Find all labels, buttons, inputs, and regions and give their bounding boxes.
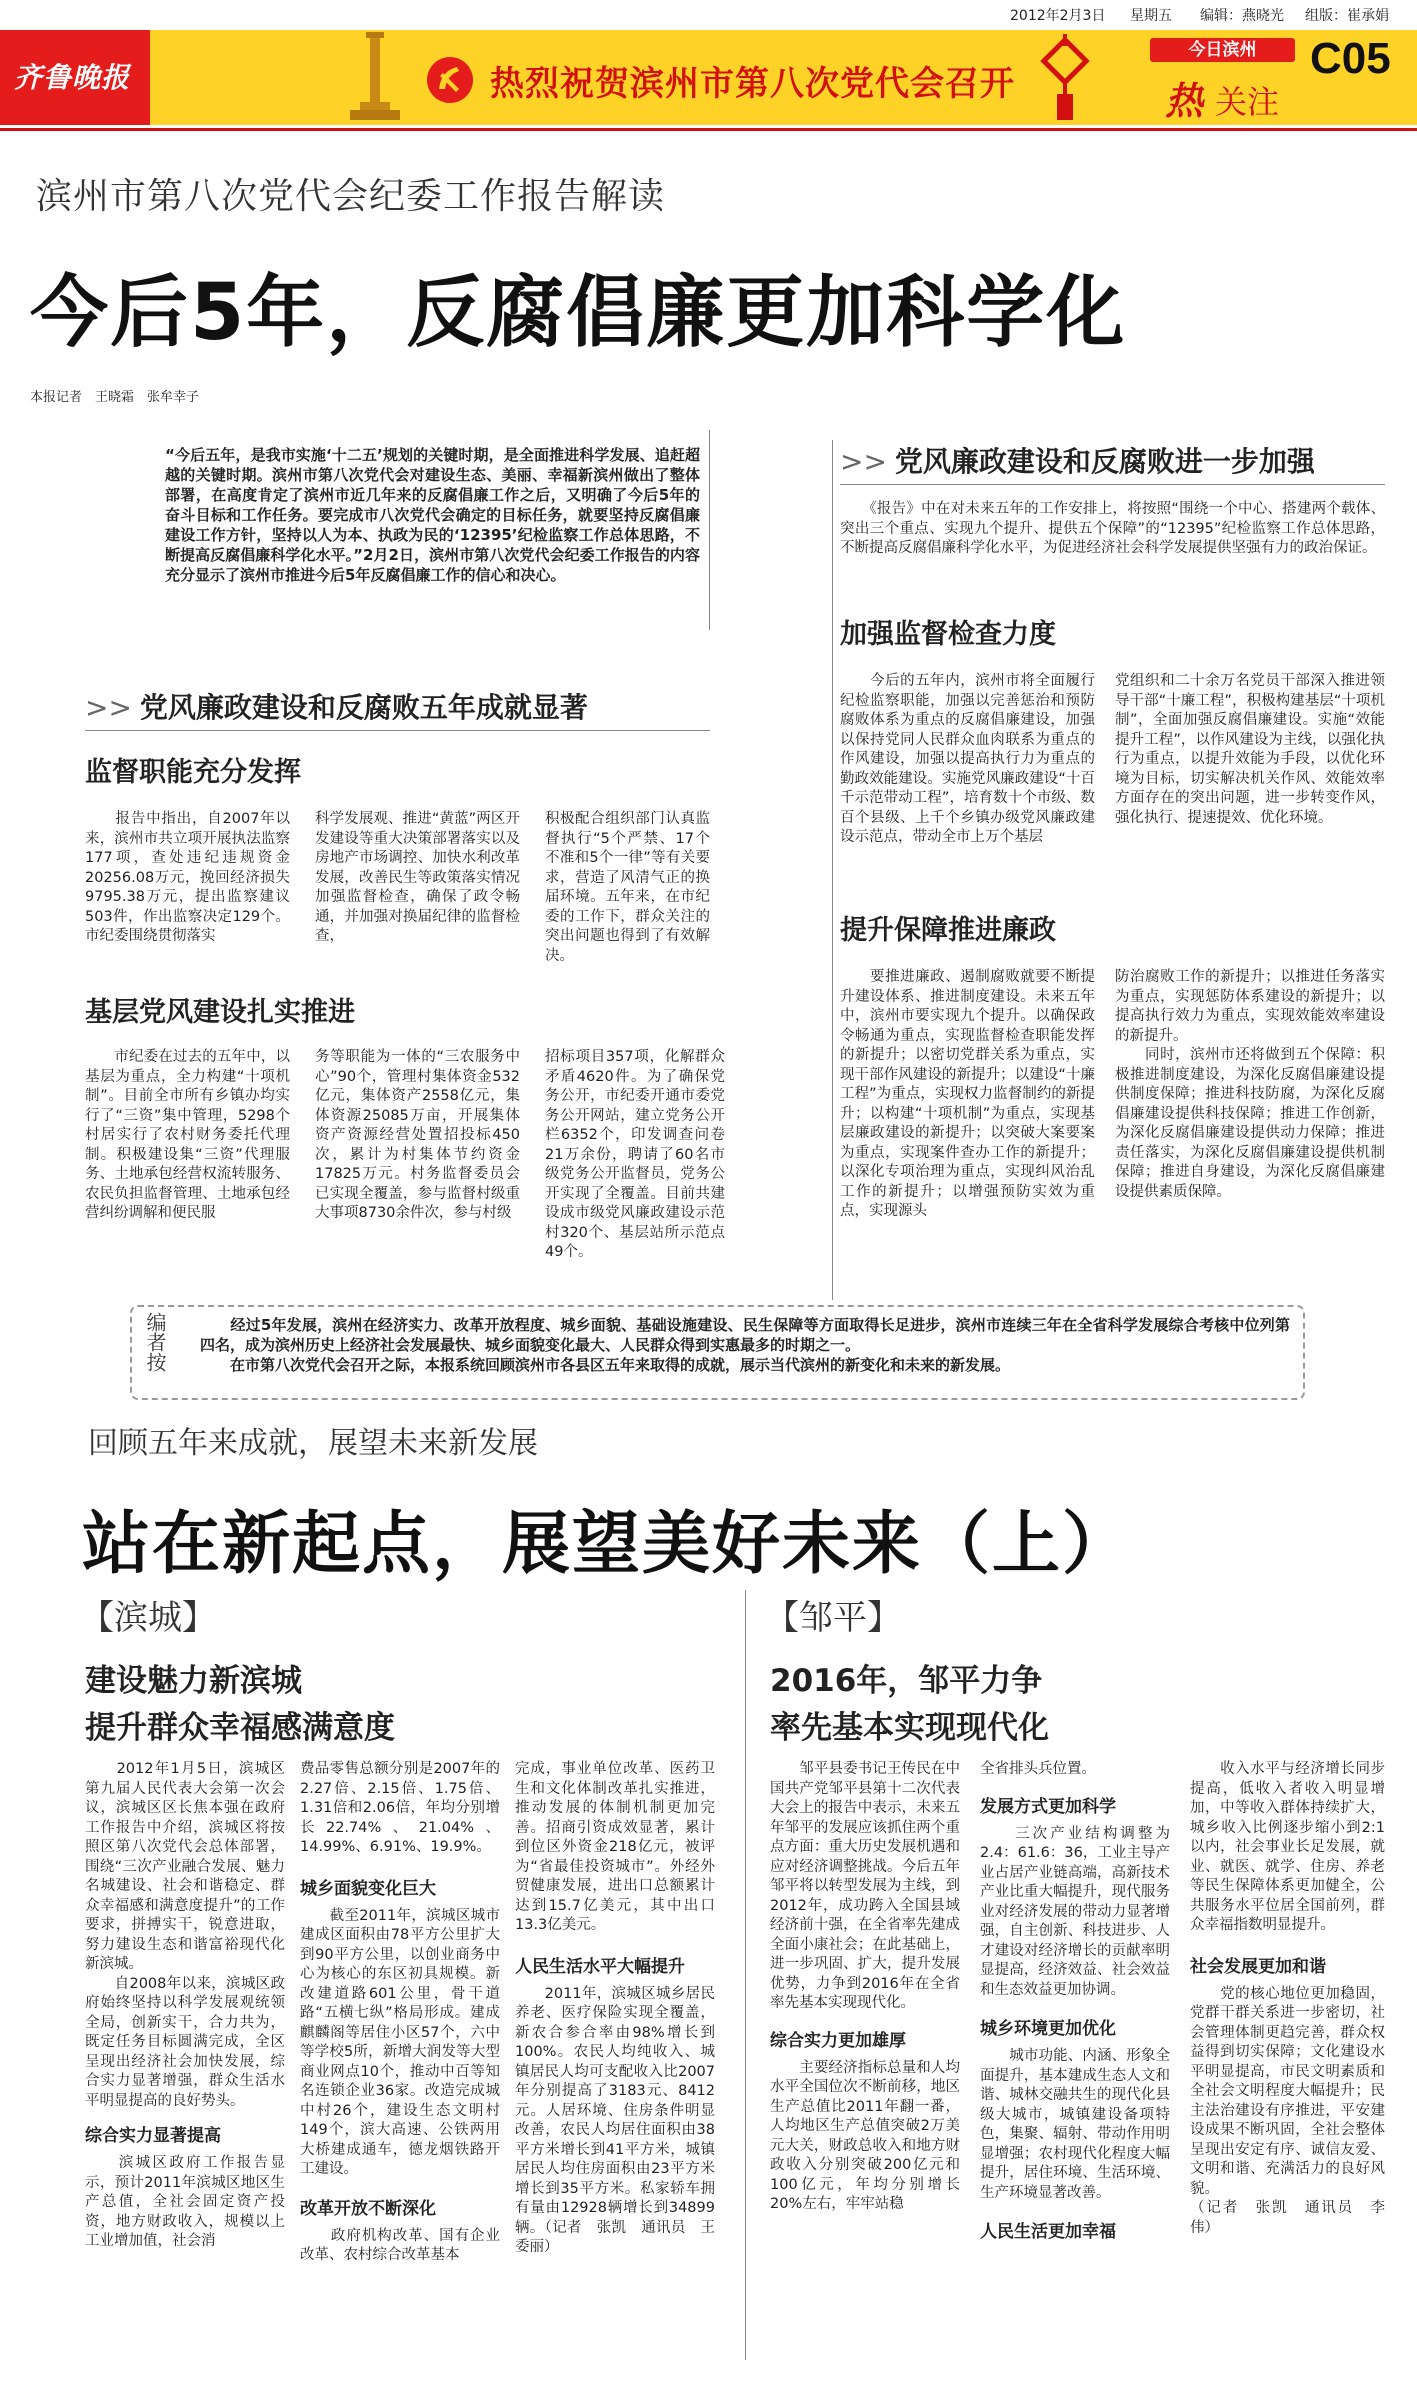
zouping-tag: 【邹平】: [765, 1598, 901, 1638]
zouping-col1-wrap: [770, 1760, 960, 2215]
sub3-col1: 今后的五年内，滨州市将全面履行纪检监察职能，加强以完善惩治和预防腐败体系为重点的反腐倡廉建设，加强以保持党同人民群众血肉联系为重点的作风建设，加强以提高执行力为重点的勤政效能建设。实施党风廉政建设“十百千示范带动工程”，培育数十个市级、数百个县级、上千个乡镇办级党风廉政建设示范点，带动全市上万个基层: [840, 673, 1095, 845]
section1-rule: [85, 730, 710, 731]
binzhou-col1: 2012年1月5日，滨城区第九届人民代表大会第一次会议，滨城区区长焦本强在政府工作报告中介绍，滨城区将按照区第八次党代会总体部署，围绕“三次产业融合发展、魅力名城建设、社会和谐稳定、群众幸福感和满意度提升”的工作要求，拼搏实干，锐意进取，努力建设生态和谐富裕现代化新滨城。 自2008年以来，滨城区政府始终坚持以科学发展观统领全局，创新实干，合力共为，既定任务目标圆满完成，全区呈现出经济社会加快发展，综合实力显著增强，群众生活水平明显提高的良好势头。: [85, 1761, 285, 2109]
editor-note-label: 编者按: [143, 1312, 167, 1372]
section1-title: 党风廉政建设和反腐败五年成就显著: [139, 691, 588, 724]
article1-byline: 本报记者 王晓霜 张牟幸子: [30, 390, 200, 405]
header-meta: [0, 4, 1417, 28]
article1-lead: “今后五年，是我市实施‘十二五’规划的关键时期，是全面推进科学发展、追赶超越的关键时期。滨州市第八次党代会对建设生态、美丽、幸福新滨州做出了整体部署，在高度肯定了滨州市近几年来的反腐倡廉工作之后，又明确了今后5年的奋斗目标和工作任务。要完成市八次党代会确定的目标任务，就要坚持反腐倡廉建设工作方针，坚持以人为本、执政为民的‘12395’纪检监察工作总体思路，不断提高反腐倡廉科学化水平。”2月2日，滨州市第八次党代会纪委工作报告的内容充分显示了滨州市推进今后5年反腐倡廉工作的信心和决心。: [165, 446, 700, 584]
issue-weekday: 星期五: [1130, 8, 1172, 24]
chinese-knot-icon: [1040, 34, 1090, 122]
issue-date: 2012年2月3日: [1010, 8, 1106, 24]
section2-title: 党风廉政建设和反腐败进一步加强: [894, 445, 1315, 478]
binzhou-col3-body: 2011年，滨城区城乡居民养老、医疗保险实现全覆盖，新农合参合率由98%增长到100%。农民人均纯收入、城镇居民人均可支配收入比2007年分别提高了3183元、8412元。人居环境、住房条件明显改善，农民人均居住面积由38平方米增长到41平方米，城镇居民人均住房面积由23平方米增长到35平方米。私家轿车拥有量由12928辆增长到34899辆。（记者 张凯 通讯员 王委丽）: [515, 1985, 715, 2255]
editor-note-text: 经过5年发展，滨州在经济实力、改革开放程度、城乡面貌、基础设施建设、民生保障等方面取得长足进步，滨州市连续三年在全省科学发展综合考核中位列第四名，成为滨州历史上经济社会发展最快、城乡面貌变化最大、人民群众得到实惠最多的时期之一。 在市第八次党代会召开之际，本报系统回顾滨州市各县区五年来取得的成就，展示当代滨州的新变化和未来的新发展。: [200, 1316, 1290, 1374]
zouping-col2-subtitle1: 发展方式更加科学: [980, 1796, 1116, 1817]
binzhou-col1-wrap: [85, 1760, 285, 2252]
page-editor: 编辑：燕晓光: [1200, 8, 1284, 24]
section2-intro: 《报告》中在对未来五年的工作安排上，将按照“围绕一个中心、搭建两个载体、突出三个重点、实现九个提升、提供五个保障”的“12395”纪检监察工作总体思路，不断提高反腐倡廉科学化水平，为促进经济社会科学发展提供坚强有力的政治保证。: [840, 501, 1385, 556]
zouping-title-1: 2016年，邹平力争: [770, 1663, 1043, 1699]
banner-bottom-rule: [0, 128, 1417, 131]
zouping-col3-body: 党的核心地位更加稳固，党群干群关系进一步密切，社会管理体制更趋完善，群众权益得到切实保障；文化建设水平明显提高，市民文明素质和全社会文明程度大幅提升；民主法治建设有序推进，平安建设成果不断巩固，全社会整体呈现出安定有序、诚信友爱、文明和谐、充满活力的良好风貌。 （记者 张凯 通讯员 李伟）: [1190, 1985, 1385, 2236]
zouping-col3: 收入水平与经济增长同步提高，低收入者收入明显增加，中等收入群体持续扩大，城乡收入比例逐步缩小到2:1以内，社会事业长足发展，就业、就医、就学、住房、养老等民生保障体系更加健全，公共服务水平位居全国前列，群众幸福指数明显提升。: [1190, 1761, 1385, 1933]
binzhou-col2-wrap: [300, 1760, 500, 2266]
binzhou-tag: 【滨城】: [80, 1598, 216, 1638]
sub3-col2: 党组织和二十余万名党员干部深入推进领导干部“十廉工程”，积极构建基层“十项机制”，全面加强反腐倡廉建设。实施“效能提升工程”，以作风建设为主线，以强化执行为重点，以提升效能为手段，以优化环境为目标，切实解决机关作风、效能效率方面存在的突出问题，进一步转变作风，强化执行、提速提效、优化环境。: [1115, 673, 1385, 826]
binzhou-col2-subtitle2: 改革开放不断深化: [300, 2198, 436, 2219]
sub2-col3: 招标项目357项，化解群众矛盾4620件。为了确保党务公开，市纪委开通市委党务公开网站，建立党务公开栏6352个，印发调查问卷21万余份，聘请了60名市级党务公开监督员，党务公开实现了全覆盖。目前共建设成市级党风廉政建设示范村320个、基层站所示范点49个。: [545, 1049, 725, 1260]
article1-headline: 今后5年，反腐倡廉更加科学化: [30, 268, 1127, 358]
edition-label: 今日滨州: [1188, 40, 1257, 60]
monument-icon: [330, 32, 420, 124]
article2-column-divider: [745, 1590, 746, 2360]
edition-label-box: [1150, 38, 1295, 62]
sub2-title: 基层党风建设扎实推进: [85, 997, 355, 1028]
article1-kicker: 滨州市第八次党代会纪委工作报告解读: [36, 176, 666, 217]
zouping-col1: 邹平县委书记王传民在中国共产党邹平县第十二次代表大会上的报告中表示，未来五年邹平的发展应该抓住两个重点方面：重大历史发展机遇和应对经济调整挑战。今后五年邹平将以转型发展为主线，到2012年，成功跨入全国县域经济前十强，在全省率先建成全面小康社会；在此基础上，进一步巩固、扩大，提升发展优势，力争到2016年在全省率先基本实现现代化。: [770, 1761, 960, 2011]
page-code: C05: [1310, 34, 1391, 83]
zouping-col3-subtitle: 社会发展更加和谐: [1190, 1956, 1326, 1977]
banner-headline: 热烈祝贺滨州市第八次党代会召开: [490, 64, 1015, 104]
section2-heading: [840, 440, 1315, 480]
section1-heading: [85, 686, 588, 726]
party-emblem-icon: [425, 55, 475, 105]
binzhou-col2: 费品零售总额分别是2007年的2.27倍、2.15倍、1.75倍、1.31倍和2.06倍，年均分别增长22.74%、21.04%、14.99%、6.91%、19.9%。: [300, 1761, 500, 1855]
column-hot: 热: [1165, 79, 1204, 123]
binzhou-col1-subtitle: 综合实力显著提高: [85, 2126, 221, 2146]
zouping-col2-subtitle3: 人民生活更加幸福: [980, 2222, 1116, 2242]
sub1-col2: 科学发展观、推进“黄蓝”两区开发建设等重大决策部署落实以及房地产市场调控、加快水利改革发展，改善民生等政策落实情况加强监督检查，确保了政令畅通，并加强对换届纪律的监督检查，: [315, 811, 520, 944]
zouping-col1-tail: 主要经济指标总量和人均水平全国位次不断前移，地区生产总值比2011年翻一番，人均地区生产总值突破2万美元大关，财政总收入和地方财政收入分别突破200亿元和100亿元，年均分别增长20%左右，牢牢站稳: [770, 2059, 960, 2212]
sub1-title: 监督职能充分发挥: [85, 757, 301, 788]
sub4-col2: 防治腐败工作的新提升；以推进任务落实为重点，实现惩防体系建设的新提升；以提高执行效力为重点，实现效能效率建设的新提升。 同时，滨州市还将做到五个保障：积极推进制度建设，为深化反腐倡廉建设提供制度保障；推进科技防腐，为深化反腐倡廉建设提供科技保障；推进工作创新，为深化反腐倡廉建设提供动力保障；推进责任落实，为深化反腐倡廉建设提供机制保障；推进自身建设，为深化反腐倡廉建设提供素质保障。: [1115, 969, 1385, 1200]
section2-rule: [840, 484, 1385, 485]
binzhou-col2-subtitle1: 城乡面貌变化巨大: [300, 1878, 436, 1899]
sub3-title: 加强监督检查力度: [840, 619, 1056, 650]
zouping-col2-body2: 城市功能、内涵、形象全面提升，基本建成生态人文和谐、城林交融共生的现代化县级大城市，城镇建设备项特色，集聚、辐射、带动作用明显增强；农村现代化程度大幅提升，居住环境、生活环境、生产环境显著改善。: [980, 2048, 1170, 2201]
sub1-col3: 积极配合组织部门认真监督执行“5个严禁、17个不准和5个一律”等有关要求，营造了风清气正的换届环境。五年来，在市纪委的工作下，群众关注的突出问题也得到了有效解决。: [545, 811, 710, 964]
zouping-title-2: 率先基本实现现代化: [770, 1710, 1049, 1746]
binzhou-col3: 完成，事业单位改革、医药卫生和文化体制改革扎实推进，推动发展的体制机制更加完善。招商引资成效显著，累计到位区外资金218亿元，被评为“省最佳投资城市”。外经外贸健康发展，进出口总额累计达到15.7亿美元，其中出口13.3亿美元。: [515, 1761, 715, 1933]
binzhou-title-2: 提升群众幸福感满意度: [85, 1710, 395, 1746]
page-typesetter: 组版：崔承娟: [1305, 8, 1389, 24]
article1-column-divider: [832, 440, 833, 1300]
zouping-col2-top: 全省排头兵位置。: [980, 1761, 1096, 1777]
zouping-col2-wrap: [980, 1760, 1170, 2250]
zouping-col1-subtitle: 综合实力更加雄厚: [770, 2030, 906, 2051]
binzhou-col3-subtitle: 人民生活水平大幅提升: [515, 1956, 685, 1977]
zouping-col3-wrap: [1190, 1760, 1385, 2238]
sub4-col1: 要推进廉政、遏制腐败就要不断提升建设体系、推进制度建设。未来五年中，滨州市要实现九个提升。以确保政令畅通为重点，实现监督检查职能发挥的新提升；以密切党群关系为重点，实现干部作风建设的新提升；以建设“十廉工程”为重点，实现权力监督制约的新提升；以构建“十项机制”为重点，实现基层廉政建设的新提升；以突破大案要案为重点，实现案件查办工作的新提升；以深化专项治理为重点，实现纠风治乱工作的新提升；以增强预防实效为重点，实现源头: [840, 969, 1095, 1219]
zouping-col2-subtitle2: 城乡环境更加优化: [980, 2019, 1116, 2039]
article2-headline: 站在新起点，展望美好未来（上）: [82, 1505, 1133, 1584]
page-banner: [0, 30, 1417, 125]
section1-arrow: >>: [85, 691, 132, 724]
sub2-col2: 务等职能为一体的“三农服务中心”90个，管理村集体资金532亿元，集体资产2558亿元，集体资源25085万亩，开展集体资产资源经营处置招投标450次，累计为村集体节约资金17825万元。村务监督委员会已实现全覆盖，参与监督村级重大事项8730余件次，参与村级: [315, 1049, 520, 1221]
paper-name: 齐鲁晚报: [14, 61, 131, 94]
binzhou-col2-body1: 截至2011年，滨城区城市建成区面积由78平方公里扩大到90平方公里，以创业商务中心为核心的东区初具规模。新改建道路601公里，骨干道路“五横七纵”格局形成。建成麒麟阁等居住小区57个，六中等学校5所，新增大润发等大型商业网点10个，推动中百等知名连锁企业36家。改造完成城中村26个，建设生态文明村149个，滨大高速、公铁两用大桥建成通车，德龙烟铁路开工建设。: [300, 1907, 500, 2177]
zouping-col2-body1: 三次产业结构调整为2.4：61.6：36，工业主导产业占居产业链高端，高新技术产业比重大幅提升，现代服务业对经济发展的带动力显著增强，自主创新、科技进步、人才建设对经济增长的贡献率明显提高，经济效益、社会效益和生态效益更加协调。: [980, 1825, 1170, 1998]
binzhou-title-1: 建设魅力新滨城: [85, 1663, 302, 1699]
paper-logo: [0, 30, 150, 125]
binzhou-col1-tail: 滨城区政府工作报告显示，预计2011年滨城区地区生产总值，全社会固定资产投资，地方财政收入，规模以上工业增加值，社会消: [85, 2155, 285, 2249]
sub4-title: 提升保障推进廉政: [840, 915, 1056, 946]
binzhou-col2-body2: 政府机构改革、国有企业改革、农村综合改革基本: [300, 2227, 500, 2263]
section2-arrow: >>: [840, 445, 887, 478]
sub1-col1: 报告中指出，自2007年以来，滨州市共立项开展执法监察177项，查处违纪违规资金20256.08万元，挽回经济损失9795.38万元，提出监察建议503件，作出监察决定129个。市纪委围绕贯彻落实: [85, 811, 290, 944]
column-focus: 关注: [1215, 83, 1280, 121]
article2-kicker: 回顾五年来成就，展望未来新发展: [88, 1426, 538, 1461]
sub2-col1: 市纪委在过去的五年中，以基层为重点，全力构建“十项机制”。目前全市所有乡镇办均实行了“三资”集中管理，5298个村居实行了农村财务委托代理制。积极建设集“三资”代理服务、土地承包经营权流转服务、农民负担监督管理、土地承包经营纠纷调解和便民服: [85, 1049, 290, 1221]
binzhou-col3-wrap: [515, 1760, 715, 2258]
